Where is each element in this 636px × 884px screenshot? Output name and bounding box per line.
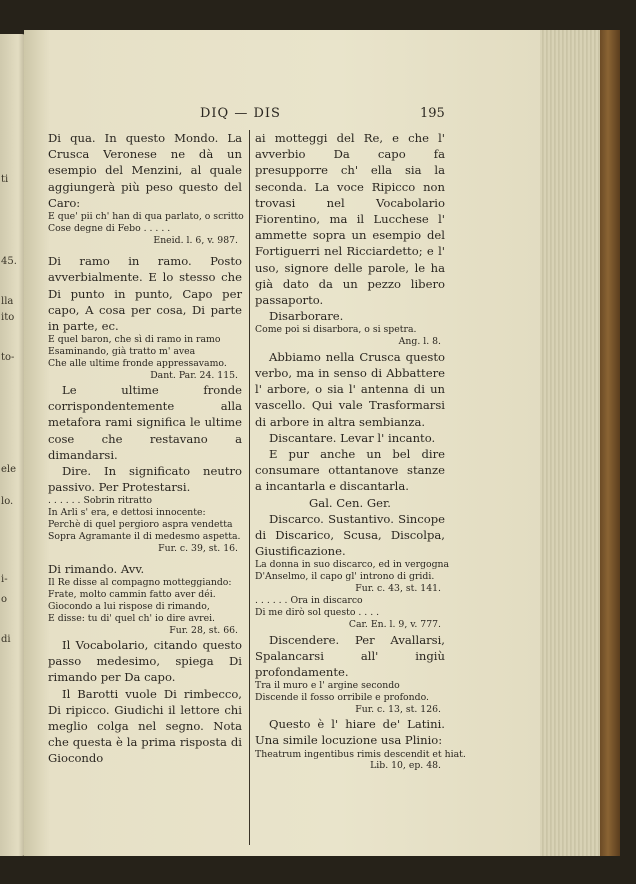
left-page-fragment: ele: [1, 464, 17, 475]
verse-line: Che alle ultime fronde appressavamo.: [48, 357, 227, 369]
left-page-fragment: ti: [1, 174, 9, 185]
paragraph: Il Vocabolario, citando questo passo medesimo, spiega Di rimando per Da capo.: [48, 638, 242, 685]
verse-line: Il Re disse al compagno motteggiando:: [48, 577, 232, 589]
verse-line: Discende il fosso orribile e profondo.: [255, 691, 429, 703]
paragraph: Di rimando. Avv.: [48, 562, 145, 577]
paragraph: Il Barotti vuole Di rimbecco, Di ripicco. Giudichi il lettore chi meglio colga nel segno. Nota che questa è la prima risposta di Giocondo: [48, 686, 242, 766]
paragraph: Discarco. Sustantivo. Sincope di Discarico, Scusa, Discolpa, Giustificazione.: [255, 511, 445, 559]
citation: Lib. 10, ep. 48.: [370, 760, 441, 772]
verse-line: Esaminando, già tratto m' avea: [48, 345, 196, 357]
verse-line: Theatrum ingentibus rimis descendit et hiat.: [255, 748, 466, 760]
left-page-fragment: lla: [1, 296, 14, 307]
verse-line: E quel baron, che sì di ramo in ramo: [48, 334, 221, 346]
citation: Eneid. l. 6, v. 987.: [153, 234, 238, 246]
verse-line: In Arli s' era, e dettosi innocente:: [48, 507, 206, 519]
citation: Gal. Cen. Ger.: [309, 495, 391, 510]
left-page-fragment: 45.: [1, 256, 17, 267]
paragraph: Di qua. In questo Mondo. La Crusca Veronese ne dà un esempio del Menzini, al quale aggiungerà più peso questo del Caro:: [48, 131, 242, 210]
page-header: [24, 106, 524, 126]
left-page-fragment: o: [1, 594, 8, 605]
verse-line: Come poi si disarbora, o si spetra.: [255, 324, 417, 336]
citation: Fur. 28, st. 66.: [169, 624, 238, 636]
paragraph: Abbiamo nella Crusca questo verbo, ma in senso di Abbattere l' arbore, o sia l' antenna di un vascello. Qui vale Trasformarsi di arbore in altra sembianza.: [255, 349, 445, 429]
book-spine: [600, 30, 620, 856]
left-column: [48, 130, 242, 767]
page-number: 195: [420, 106, 445, 121]
verse-line: Sopra Agramante il di medesmo aspetta.: [48, 530, 241, 542]
verse-line: Di me dirò sol questo . . . .: [255, 607, 380, 619]
verse-line: . . . . . . Ora in discarco: [255, 595, 363, 607]
paragraph: E pur anche un bel dire consumare ottantanove stanze a incantarla e discantarla.: [255, 446, 445, 494]
verse-line: E que' pii ch' han di qua parlato, o scritto: [48, 211, 244, 223]
verse-line: E disse: tu di' quel ch' io dire avrei.: [48, 612, 216, 624]
left-page-fragment: lo.: [1, 496, 14, 507]
paragraph: Questo è l' hiare de' Latini. Una simile locuzione usa Plinio:: [255, 717, 445, 748]
citation: Car. En. l. 9, v. 777.: [348, 619, 441, 631]
citation: Dant. Par. 24. 115.: [150, 369, 238, 381]
page-edges: [540, 30, 604, 856]
paragraph: Disarborare.: [269, 309, 344, 324]
paragraph: Discantare. Levar l' incanto.: [269, 430, 436, 445]
paragraph: Le ultime fronde corrispondentemente alla metafora rami significa le ultime cose che restavano a dimandarsi.: [48, 383, 242, 462]
citation: Fur. c. 13, st. 126.: [355, 703, 441, 715]
paragraph: Dire. In significato neutro passivo. Per Protestarsi.: [48, 464, 242, 495]
verse-line: La donna in suo discarco, ed in vergogna: [255, 559, 450, 571]
left-page-edge: [0, 34, 26, 856]
paragraph: Discendere. Per Avallarsi, Spalancarsi all' ingiù profondamente.: [255, 632, 445, 679]
verse-line: Perchè di quel pergioro aspra vendetta: [48, 519, 233, 531]
verse-line: Giocondo a lui rispose di rimando,: [48, 600, 210, 612]
paragraph: Di ramo in ramo. Posto avverbialmente. E lo stesso che Di punto in punto, Capo per capo, A cosa per cosa, Di parte in parte, ec.: [48, 254, 242, 333]
column-divider: [249, 130, 250, 845]
left-page-fragment: di: [1, 634, 11, 645]
verse-line: Frate, molto cammin fatto aver déi.: [48, 589, 216, 601]
verse-line: Cose degne di Febo . . . . .: [48, 222, 171, 234]
left-page-fragment: to-: [1, 352, 15, 363]
citation: Ang. l. 8.: [398, 336, 441, 348]
left-page-fragment: i-: [1, 574, 8, 585]
citation: Fur. c. 43, st. 141.: [355, 582, 441, 594]
running-head: DIQ — DIS: [200, 106, 281, 121]
verse-line: D'Anselmo, il capo gl' introno di gridi.: [255, 571, 435, 583]
verse-line: . . . . . . Sobrin ritratto: [48, 495, 152, 507]
verse-line: Tra il muro e l' argine secondo: [255, 680, 400, 692]
right-column: [255, 130, 466, 773]
left-page-fragment: ito: [1, 312, 15, 323]
citation: Fur. c. 39, st. 16.: [158, 542, 238, 554]
paragraph: ai motteggi del Re, e che l' avverbio Da capo fa presupporre ch' ella sia la seconda. La voce Ripicco non trovasi nel Vocabolario Fiorentino, ma il Lucchese l' ammette sopra un esempio del Fortiguerri nel Ricciardetto; e l' uso, signore delle parole, le ha già dato da un pezzo libero passaporto.: [255, 131, 445, 308]
